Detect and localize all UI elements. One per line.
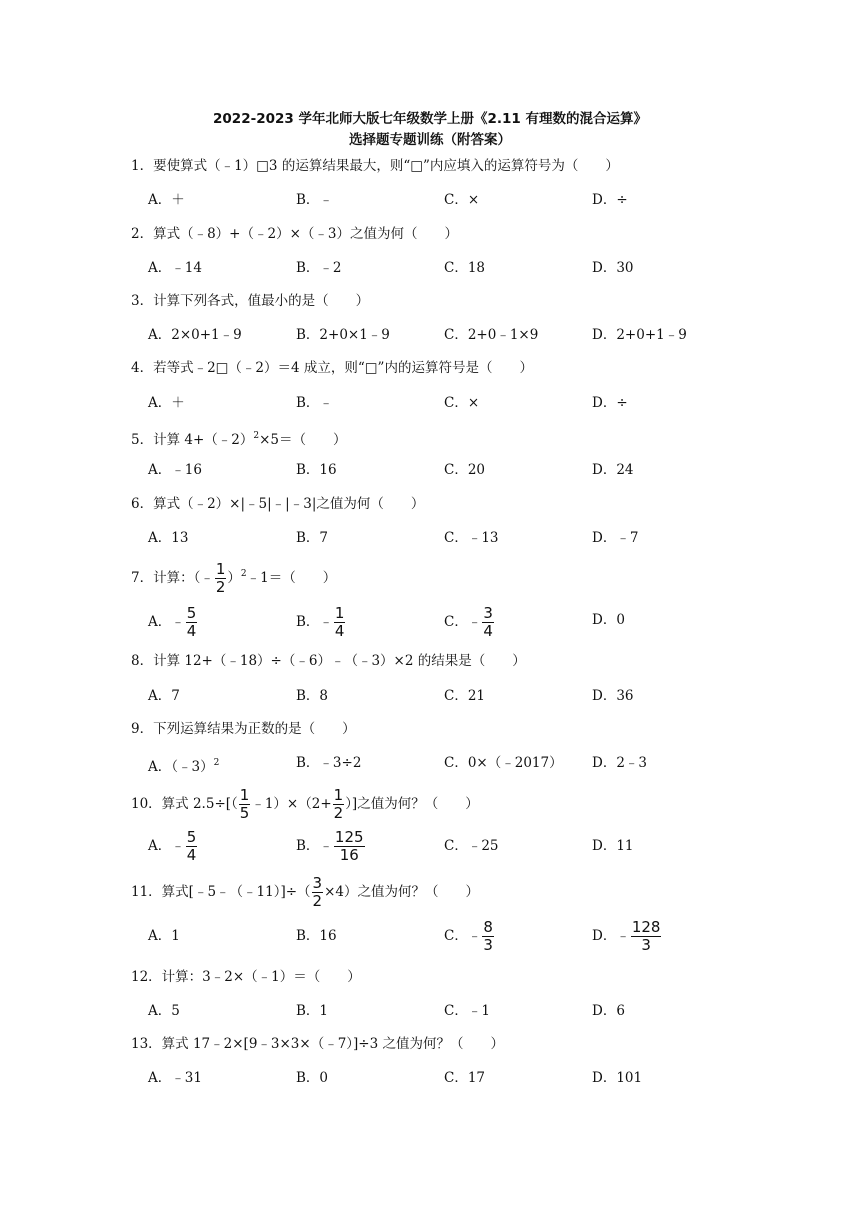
question-10-stem: 10．算式 2.5÷[（ $\frac{1}{5}$ ﹣1）×（2+ $\frac{1}{2}$ ）]之值为何？（ ） <box>131 786 479 822</box>
question-3-option-b: B．2+0×1﹣9 <box>296 327 390 343</box>
question-10-option-c: C．﹣25 <box>444 838 499 854</box>
exponent: 2 <box>253 431 260 441</box>
question-13-option-c: C．17 <box>444 1070 486 1086</box>
fraction: $\frac{3}{2}$ <box>312 874 323 910</box>
question-7-option-a: A．﹣ $\frac{5}{4}$ <box>148 604 197 640</box>
exponent: 2 <box>213 758 220 768</box>
question-1-option-b: B．﹣ <box>296 192 333 208</box>
question-5-option-b: B．16 <box>296 462 337 478</box>
question-3-stem: 3．计算下列各式，值最小的是（ ） <box>131 293 370 309</box>
question-6-stem: 6．算式（﹣2）×|﹣5|﹣|﹣3|之值为何（ ） <box>131 496 425 512</box>
question-5-option-d: D．24 <box>592 462 634 478</box>
question-8-option-b: B．8 <box>296 688 329 704</box>
question-11-option-d: D．﹣ $\frac{128}{3}$ <box>592 918 661 954</box>
fraction: $\frac{1}{4}$ <box>334 604 345 640</box>
question-1-option-a: A．＋ <box>148 192 185 208</box>
question-1-option-c: C．× <box>444 192 480 208</box>
question-4-option-b: B．﹣ <box>296 395 333 411</box>
question-13-option-d: D．101 <box>592 1070 643 1086</box>
question-4-stem: 4．若等式﹣2□（﹣2）＝4 成立，则“□”内的运算符号是（ ） <box>131 360 533 376</box>
question-12-option-b: B．1 <box>296 1003 329 1019</box>
question-9-stem: 9．下列运算结果为正数的是（ ） <box>131 721 356 737</box>
question-9-option-a: A．（﹣3）$^2$ <box>148 758 220 775</box>
question-2-stem: 2．算式（﹣8）+（﹣2）×（﹣3）之值为何（ ） <box>131 226 458 242</box>
question-7-option-c: C．﹣ $\frac{3}{4}$ <box>444 604 493 640</box>
question-9-option-b: B．﹣3÷2 <box>296 755 362 771</box>
exponent: 2 <box>240 569 247 579</box>
question-13-option-b: B．0 <box>296 1070 329 1086</box>
question-11-option-c: C．﹣ $\frac{8}{3}$ <box>444 918 493 954</box>
question-9-option-d: D．2﹣3 <box>592 755 648 771</box>
question-11-option-a: A．1 <box>148 928 180 944</box>
fraction: $\frac{3}{4}$ <box>483 604 493 640</box>
page-title: 2022-2023 学年北师大版七年级数学上册《2.11 有理数的混合运算》 <box>213 111 647 127</box>
page-subtitle: 选择题专题训练（附答案） <box>349 132 511 148</box>
question-12-option-c: C．﹣1 <box>444 1003 490 1019</box>
question-4-option-a: A．＋ <box>148 395 185 411</box>
question-9-option-c: C．0×（﹣2017） <box>444 755 563 771</box>
fraction: $\frac{1}{2}$ <box>333 786 344 822</box>
question-7-option-d: D．0 <box>592 612 625 628</box>
question-12-option-a: A．5 <box>148 1003 180 1019</box>
question-1-option-d: D．÷ <box>592 192 628 208</box>
question-10-option-d: D．11 <box>592 838 634 854</box>
fraction: $\frac{125}{16}$ <box>334 828 364 864</box>
question-12-option-d: D．6 <box>592 1003 625 1019</box>
question-3-option-c: C．2+0﹣1×9 <box>444 327 539 343</box>
question-7-stem: 7．计算：（﹣ $\frac{1}{2}$ ）$^2$﹣1＝（ ） <box>131 560 337 596</box>
question-2-option-d: D．30 <box>592 260 634 276</box>
question-13-option-a: A．﹣31 <box>148 1070 202 1086</box>
question-5-option-c: C．20 <box>444 462 486 478</box>
question-8-stem: 8．计算 12+（﹣18）÷（﹣6）﹣（﹣3）×2 的结果是（ ） <box>131 653 526 669</box>
fraction: $\frac{1}{2}$ <box>215 560 226 596</box>
fraction: $\frac{128}{3}$ <box>631 918 661 954</box>
question-11-option-b: B．16 <box>296 928 337 944</box>
fraction: $\frac{5}{4}$ <box>186 828 197 864</box>
question-8-option-c: C．21 <box>444 688 486 704</box>
question-5-stem: 5．计算 4+（﹣2）$^2$×5＝（ ） <box>131 431 347 448</box>
question-6-option-d: D．﹣7 <box>592 530 639 546</box>
question-13-stem: 13．算式 17﹣2×[9﹣3×3×（﹣7）]÷3 之值为何？（ ） <box>131 1036 505 1052</box>
fraction: $\frac{5}{4}$ <box>186 604 197 640</box>
question-6-option-b: B．7 <box>296 530 329 546</box>
fraction: $\frac{1}{5}$ <box>239 786 250 822</box>
question-4-option-c: C．× <box>444 395 480 411</box>
question-8-option-d: D．36 <box>592 688 634 704</box>
question-4-option-d: D．÷ <box>592 395 628 411</box>
question-6-option-a: A．13 <box>148 530 189 546</box>
question-1-stem: 1．要使算式（﹣1）□3 的运算结果最大，则“□”内应填入的运算符号为（ ） <box>131 158 619 174</box>
question-11-stem: 11．算式[﹣5﹣（﹣11）]÷（ $\frac{3}{2}$ ×4）之值为何？（ ） <box>131 874 479 910</box>
question-5-option-a: A．﹣16 <box>148 462 202 478</box>
question-3-option-d: D．2+0+1﹣9 <box>592 327 687 343</box>
question-6-option-c: C．﹣13 <box>444 530 499 546</box>
question-10-option-b: B．﹣ $\frac{125}{16}$ <box>296 828 364 864</box>
question-12-stem: 12．计算：3﹣2×（﹣1）＝（ ） <box>131 969 361 985</box>
question-2-option-c: C．18 <box>444 260 486 276</box>
question-7-option-b: B．﹣ $\frac{1}{4}$ <box>296 604 345 640</box>
question-10-option-a: A．﹣ $\frac{5}{4}$ <box>148 828 197 864</box>
question-2-option-b: B．﹣2 <box>296 260 342 276</box>
question-8-option-a: A．7 <box>148 688 180 704</box>
question-2-option-a: A．﹣14 <box>148 260 202 276</box>
fraction: $\frac{8}{3}$ <box>483 918 493 954</box>
question-3-option-a: A．2×0+1﹣9 <box>148 327 242 343</box>
